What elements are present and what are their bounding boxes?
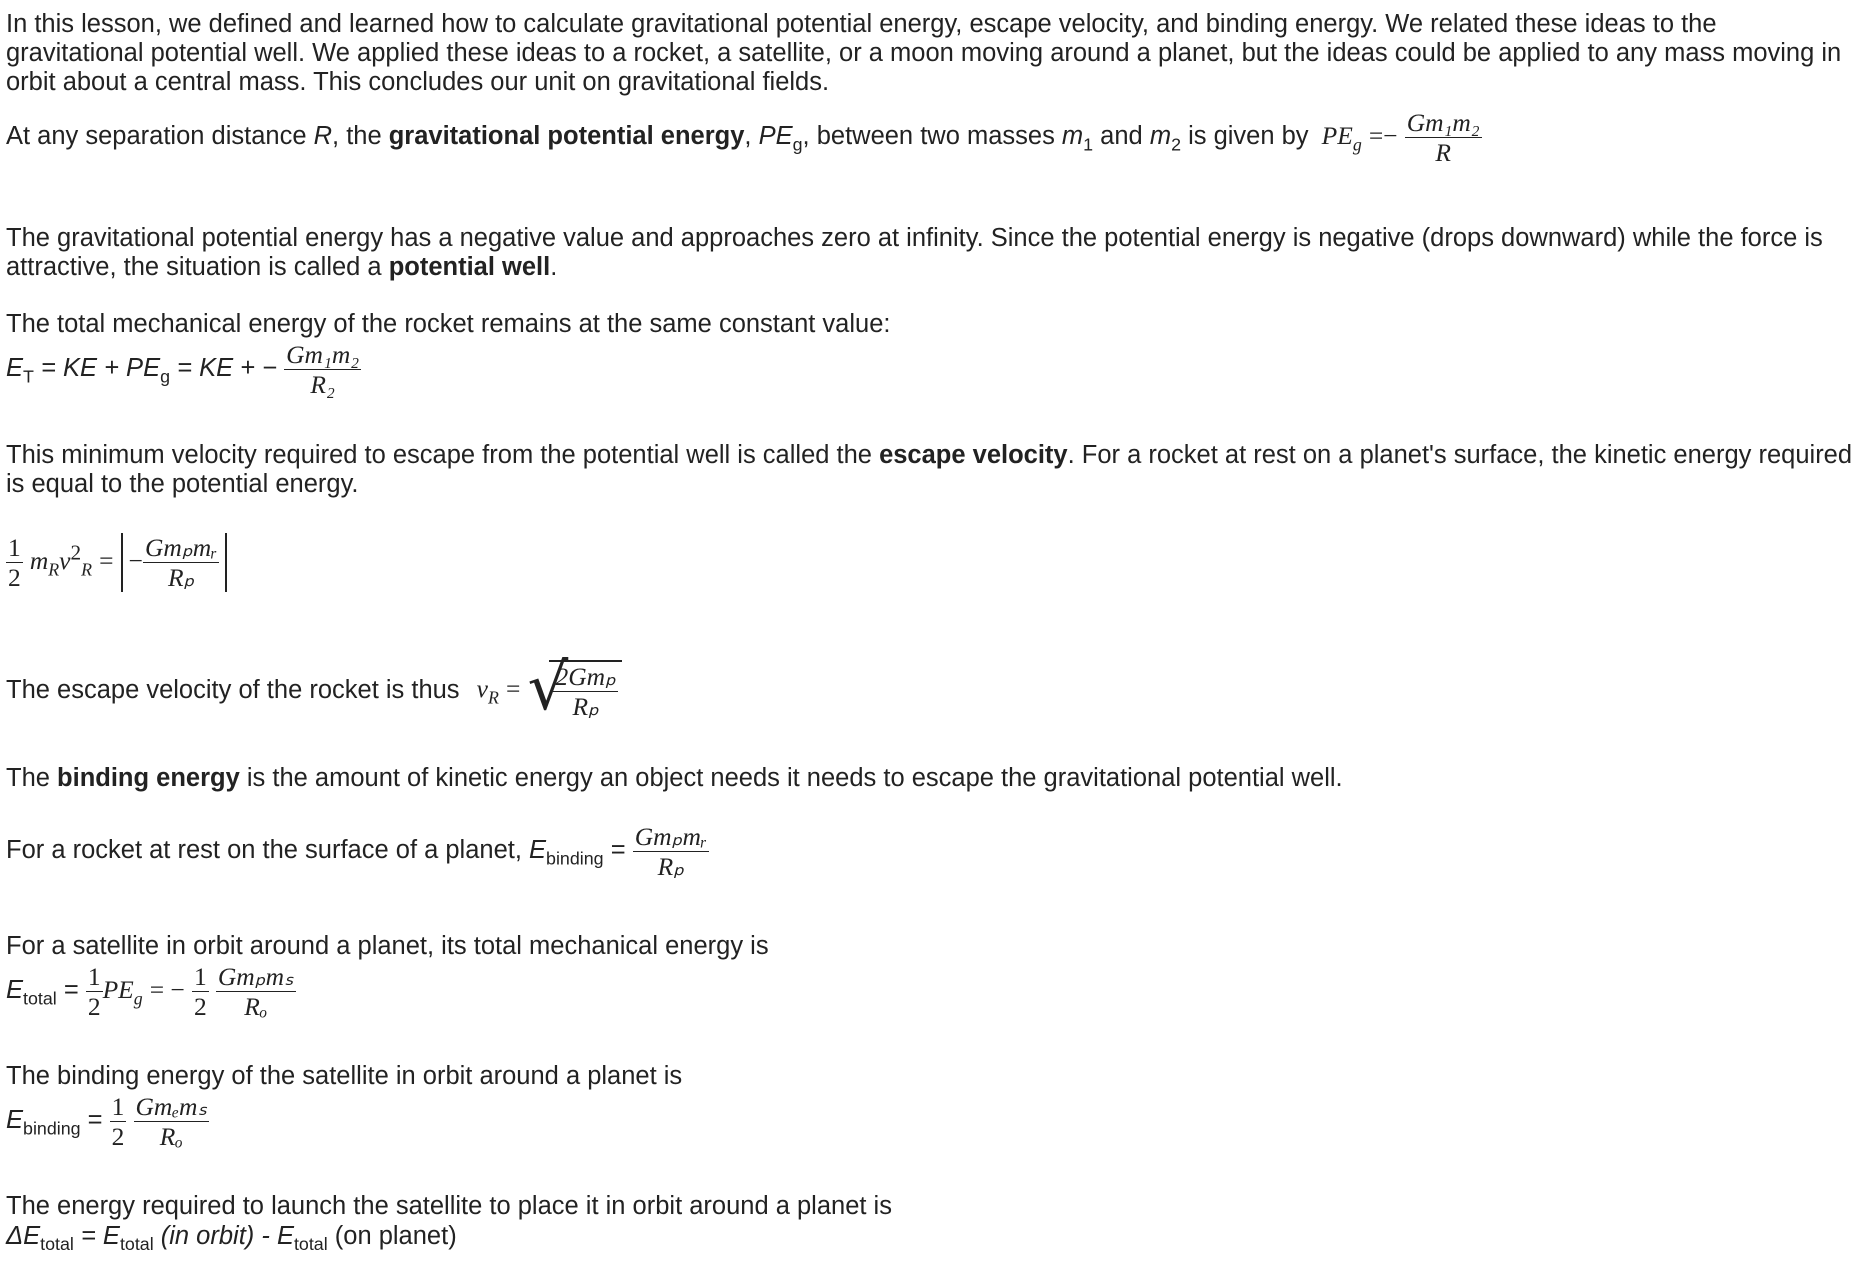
intro-paragraph: In this lesson, we defined and learned how to calculate gravitational potential energy, escape velocity, and binding energy. We related these ideas to the gravitational potential well. We applied these ideas to a rocket, a satellite, or a moon moving around a planet, but the ideas could be applied to any mass moving in orbit about a central mass. This concludes our unit on gravitational fields. bbox=[6, 10, 1842, 96]
term-escape-velocity: escape velocity bbox=[879, 441, 1068, 469]
well-paragraph: The gravitational potential energy has a negative value and approaches zero at infinity. Since the potential energy is negative (drops downward) while the force is attractive, the situation is called a potential well. bbox=[6, 224, 1823, 281]
total-energy-intro: The total mechanical energy of the rocket remains at the same constant value: bbox=[6, 310, 891, 338]
satellite-binding-formula: $E_{binding}$ = $\frac{1}{2}$ $\frac{\text{Gmₑmₛ}}{\text{Rₒ}}$ bbox=[6, 1092, 207, 1151]
escape-paragraph: This minimum velocity required to escape from the potential well is called the escape velocity. For a rocket at rest on a planet's surface, the kinetic energy required is equal to the potential energy. bbox=[6, 441, 1853, 498]
term-potential-well: potential well bbox=[388, 253, 551, 281]
gpe-formula: $PE_g$ =− $\frac{\text{Gm₁m₂}}{R}$ bbox=[1321, 108, 1480, 167]
rocket-binding-line: For a rocket at rest on the surface of a planet, $E_{binding}$ = $\frac{\text{Gmₚmᵣ}}{\text{Rₚ}}$ bbox=[6, 822, 708, 881]
binding-paragraph: The binding energy is the amount of kinetic energy an object needs it needs to escape the gravitational potential well. bbox=[6, 764, 1343, 792]
total-energy-formula: $E_T$ = KE + $PE_g$ = KE + − $\frac{\text{Gm₁m₂}}{\text{R₂}}$ bbox=[6, 340, 360, 399]
sqrt-sign: √ $\frac{\text{2Gmₚ}}{\text{Rₚ}}$ bbox=[527, 660, 622, 721]
satellite-binding-intro: The binding energy of the satellite in orbit around a planet is bbox=[6, 1062, 683, 1090]
term-gpe: gravitational potential energy bbox=[388, 122, 745, 151]
launch-energy-intro: The energy required to launch the satellite to place it in orbit around a planet is bbox=[6, 1192, 892, 1220]
term-binding-energy: binding energy bbox=[57, 764, 240, 792]
escape-formula: $\frac{1}{2}$ $m_Rv^2_R$ = − $\frac{\text{Gmₚmᵣ}}{\text{Rₚ}}$ bbox=[6, 533, 227, 592]
vesc-line: The escape velocity of the rocket is thus $v_R$ = √ $\frac{\text{2Gmₚ}}{\text{Rₚ}}$ bbox=[6, 660, 622, 721]
vesc-formula: $v_R$ = √ $\frac{\text{2Gmₚ}}{\text{Rₚ}}$ bbox=[477, 660, 622, 721]
launch-energy-formula: $\Delta E_{total} = E_{total}$ (in orbit) - $E_{total}$ (on planet) bbox=[6, 1222, 457, 1255]
satellite-energy-intro: For a satellite in orbit around a planet, its total mechanical energy is bbox=[6, 932, 769, 960]
gpe-paragraph: At any separation distance R, the gravitational potential energy, $PE_g$, between two masses $m_1$ and $m_2$ is given by $PE_g$ =− $\frac{\text{Gm₁m₂}}{R}$ bbox=[6, 108, 1480, 167]
satellite-energy-formula: $E_{total}$ = $\frac{1}{2}$ $PE_g$ = − $\frac{1}{2}$ $\frac{\text{Gmₚmₛ}}{\text{Rₒ}}$ bbox=[6, 962, 294, 1021]
absolute-value: − $\frac{\text{Gmₚmᵣ}}{\text{Rₚ}}$ bbox=[121, 533, 228, 592]
